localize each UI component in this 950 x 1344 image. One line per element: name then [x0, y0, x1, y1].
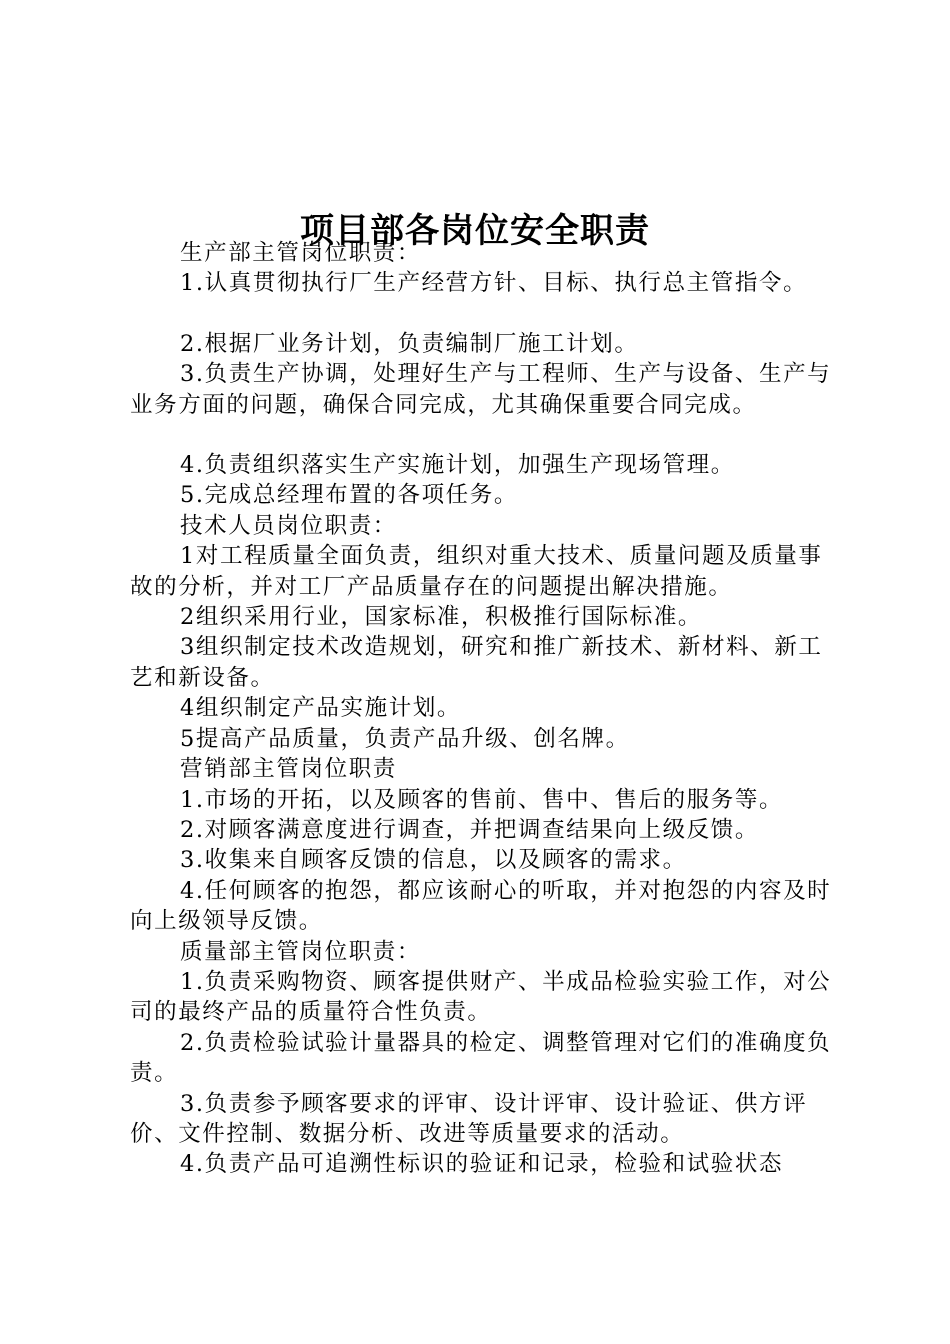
paragraph: 2.根据厂业务计划，负责编制厂施工计划。 [180, 330, 639, 357]
paragraph: 1对工程质量全面负责，组织对重大技术、质量问题及质量事故的分析，并对工厂产品质量存在的问题提出解决措施。 [130, 543, 823, 600]
paragraph: 3.收集来自顾客反馈的信息，以及顾客的需求。 [180, 847, 687, 874]
paragraph: 4.任何顾客的抱怨，都应该耐心的听取，并对抱怨的内容及时向上级领导反馈。 [130, 877, 832, 935]
document-title: 项目部各岗位安全职责 [300, 210, 650, 251]
section-heading-quality: 质量部主管岗位职责： [180, 938, 422, 965]
section-heading-marketing: 营销部主管岗位职责 [180, 756, 397, 783]
section-heading-technical: 技术人员岗位职责： [180, 512, 397, 539]
paragraph: 2组织采用行业，国家标准，积极推行国际标准。 [180, 604, 703, 631]
paragraph: 1.市场的开拓，以及顾客的售前、售中、售后的服务等。 [180, 786, 784, 813]
paragraph: 3.负责生产协调，处理好生产与工程师、生产与设备、生产与业务方面的问题，确保合同完成，尤其确保重要合同完成。 [130, 361, 832, 418]
paragraph: 1.认真贯彻执行厂生产经营方针、目标、执行总主管指令。 [180, 270, 808, 297]
section-heading-production: 生产部主管岗位职责： [180, 240, 422, 266]
paragraph: 3.负责参予顾客要求的评审、设计评审、设计验证、供方评价、文件控制、数据分析、改进等质量要求的活动。 [130, 1090, 808, 1147]
paragraph: 2.对顾客满意度进行调查，并把调查结果向上级反馈。 [180, 816, 759, 843]
paragraph: 4.负责产品可追溯性标识的验证和记录，检验和试验状态 [180, 1151, 784, 1178]
document-body [130, 238, 842, 1180]
paragraph: 4.负责组织落实生产实施计划，加强生产现场管理。 [180, 452, 735, 479]
paragraph: 5提高产品质量，负责产品升级、创名牌。 [180, 725, 630, 752]
paragraph: 1.负责采购物资、顾客提供财产、半成品检验实验工作，对公司的最终产品的质量符合性负责。 [130, 968, 832, 1026]
paragraph: 2.负责检验试验计量器具的检定、调整管理对它们的准确度负责。 [130, 1029, 832, 1087]
paragraph: 4组织制定产品实施计划。 [180, 695, 462, 722]
paragraph: 3组织制定技术改造规划，研究和推广新技术、新材料、新工艺和新设备。 [130, 634, 823, 691]
paragraph: 5.完成总经理布置的各项任务。 [180, 482, 518, 509]
